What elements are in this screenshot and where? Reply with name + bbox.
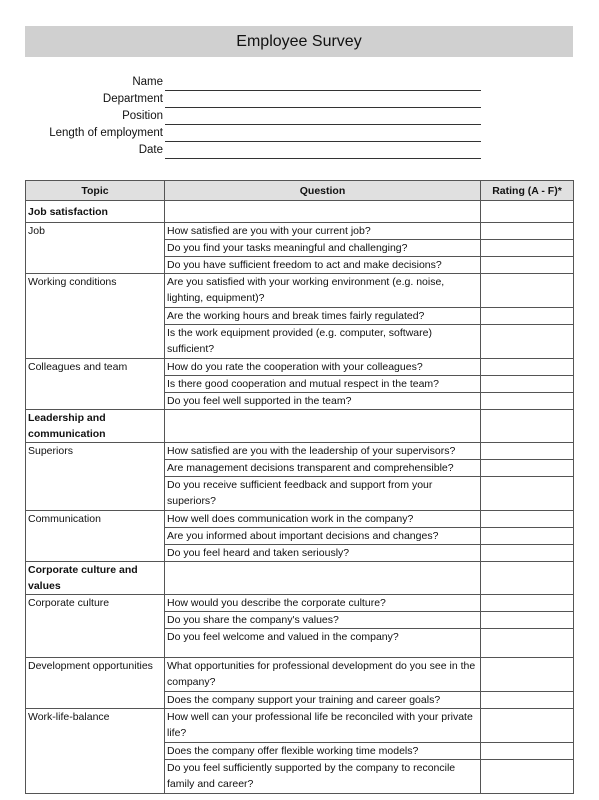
question-cell: Do you feel sufficiently supported by the company to reconcile family and career? — [165, 760, 481, 794]
survey-table — [25, 180, 574, 794]
rating-cell[interactable] — [481, 760, 574, 794]
section-rating-cell — [481, 410, 574, 443]
topic-header: Topic — [26, 181, 165, 201]
rating-cell[interactable] — [481, 477, 574, 511]
rating-cell[interactable] — [481, 308, 574, 325]
rating-cell[interactable] — [481, 743, 574, 760]
question-cell: How do you rate the cooperation with your colleagues? — [165, 359, 481, 376]
department-field[interactable] — [165, 107, 481, 108]
section-question-cell — [165, 562, 481, 595]
length-of-employment-label: Length of employment — [49, 127, 163, 139]
table-row — [26, 223, 574, 240]
question-cell: How well can your professional life be reconciled with your private life? — [165, 709, 481, 743]
rating-cell[interactable] — [481, 612, 574, 629]
question-cell: Is the work equipment provided (e.g. computer, software) sufficient? — [165, 325, 481, 359]
section-question-cell — [165, 410, 481, 443]
section-question-cell — [165, 201, 481, 223]
rating-cell[interactable] — [481, 692, 574, 709]
question-cell: Is there good cooperation and mutual respect in the team? — [165, 376, 481, 393]
question-cell: What opportunities for professional development do you see in the company? — [165, 658, 481, 692]
rating-cell[interactable] — [481, 528, 574, 545]
section-row — [26, 201, 574, 223]
name-field[interactable] — [165, 90, 481, 91]
rating-cell[interactable] — [481, 629, 574, 658]
section-row — [26, 410, 574, 443]
question-cell: Do you share the company's values? — [165, 612, 481, 629]
question-cell: How satisfied are you with the leadership of your supervisors? — [165, 443, 481, 460]
rating-cell[interactable] — [481, 511, 574, 528]
rating-cell[interactable] — [481, 240, 574, 257]
length-of-employment-field[interactable] — [165, 141, 481, 142]
question-cell: Does the company offer flexible working time models? — [165, 743, 481, 760]
date-field[interactable] — [165, 158, 481, 159]
topic-cell: Communication — [26, 511, 165, 562]
rating-cell[interactable] — [481, 595, 574, 612]
name-label: Name — [132, 76, 163, 88]
question-cell: Are you satisfied with your working environment (e.g. noise, lighting, equipment)? — [165, 274, 481, 308]
question-cell: Do you feel well supported in the team? — [165, 393, 481, 410]
rating-cell[interactable] — [481, 257, 574, 274]
rating-cell[interactable] — [481, 545, 574, 562]
question-cell: Are you informed about important decisions and changes? — [165, 528, 481, 545]
topic-cell: Work-life-balance — [26, 709, 165, 794]
question-cell: Do you find your tasks meaningful and challenging? — [165, 240, 481, 257]
rating-cell[interactable] — [481, 393, 574, 410]
table-row — [26, 443, 574, 460]
topic-cell: Superiors — [26, 443, 165, 511]
question-cell: How satisfied are you with your current job? — [165, 223, 481, 240]
question-cell: How well does communication work in the company? — [165, 511, 481, 528]
rating-cell[interactable] — [481, 443, 574, 460]
rating-cell[interactable] — [481, 709, 574, 743]
table-row — [26, 595, 574, 612]
topic-cell: Working conditions — [26, 274, 165, 359]
section-row — [26, 562, 574, 595]
header-row — [26, 181, 574, 201]
question-cell: Does the company support your training and career goals? — [165, 692, 481, 709]
table-row — [26, 359, 574, 376]
section-title: Corporate culture and values — [26, 562, 165, 595]
topic-cell: Corporate culture — [26, 595, 165, 658]
question-cell: Do you have sufficient freedom to act and make decisions? — [165, 257, 481, 274]
section-title: Leadership and communication — [26, 410, 165, 443]
position-field[interactable] — [165, 124, 481, 125]
rating-cell[interactable] — [481, 376, 574, 393]
table-row — [26, 658, 574, 692]
rating-cell[interactable] — [481, 325, 574, 359]
rating-cell[interactable] — [481, 223, 574, 240]
topic-cell: Colleagues and team — [26, 359, 165, 410]
date-label: Date — [138, 144, 163, 156]
department-label: Department — [102, 93, 163, 105]
question-header: Question — [165, 181, 481, 201]
topic-cell: Job — [26, 223, 165, 274]
rating-cell[interactable] — [481, 359, 574, 376]
survey-body — [26, 201, 574, 794]
rating-cell[interactable] — [481, 460, 574, 477]
position-label: Position — [122, 110, 163, 122]
section-rating-cell — [481, 562, 574, 595]
section-title: Job satisfaction — [26, 201, 165, 223]
rating-cell[interactable] — [481, 658, 574, 692]
question-cell: Are the working hours and break times fairly regulated? — [165, 308, 481, 325]
question-cell: Do you feel heard and taken seriously? — [165, 545, 481, 562]
rating-header: Rating (A - F)* — [481, 181, 574, 201]
topic-cell: Development opportunities — [26, 658, 165, 709]
page-title: Employee Survey — [25, 26, 573, 57]
section-rating-cell — [481, 201, 574, 223]
rating-cell[interactable] — [481, 274, 574, 308]
table-row — [26, 511, 574, 528]
question-cell: Are management decisions transparent and comprehensible? — [165, 460, 481, 477]
question-cell: Do you feel welcome and valued in the company? — [165, 629, 481, 658]
table-row — [26, 709, 574, 743]
question-cell: Do you receive sufficient feedback and support from your superiors? — [165, 477, 481, 511]
question-cell: How would you describe the corporate culture? — [165, 595, 481, 612]
table-row — [26, 274, 574, 308]
